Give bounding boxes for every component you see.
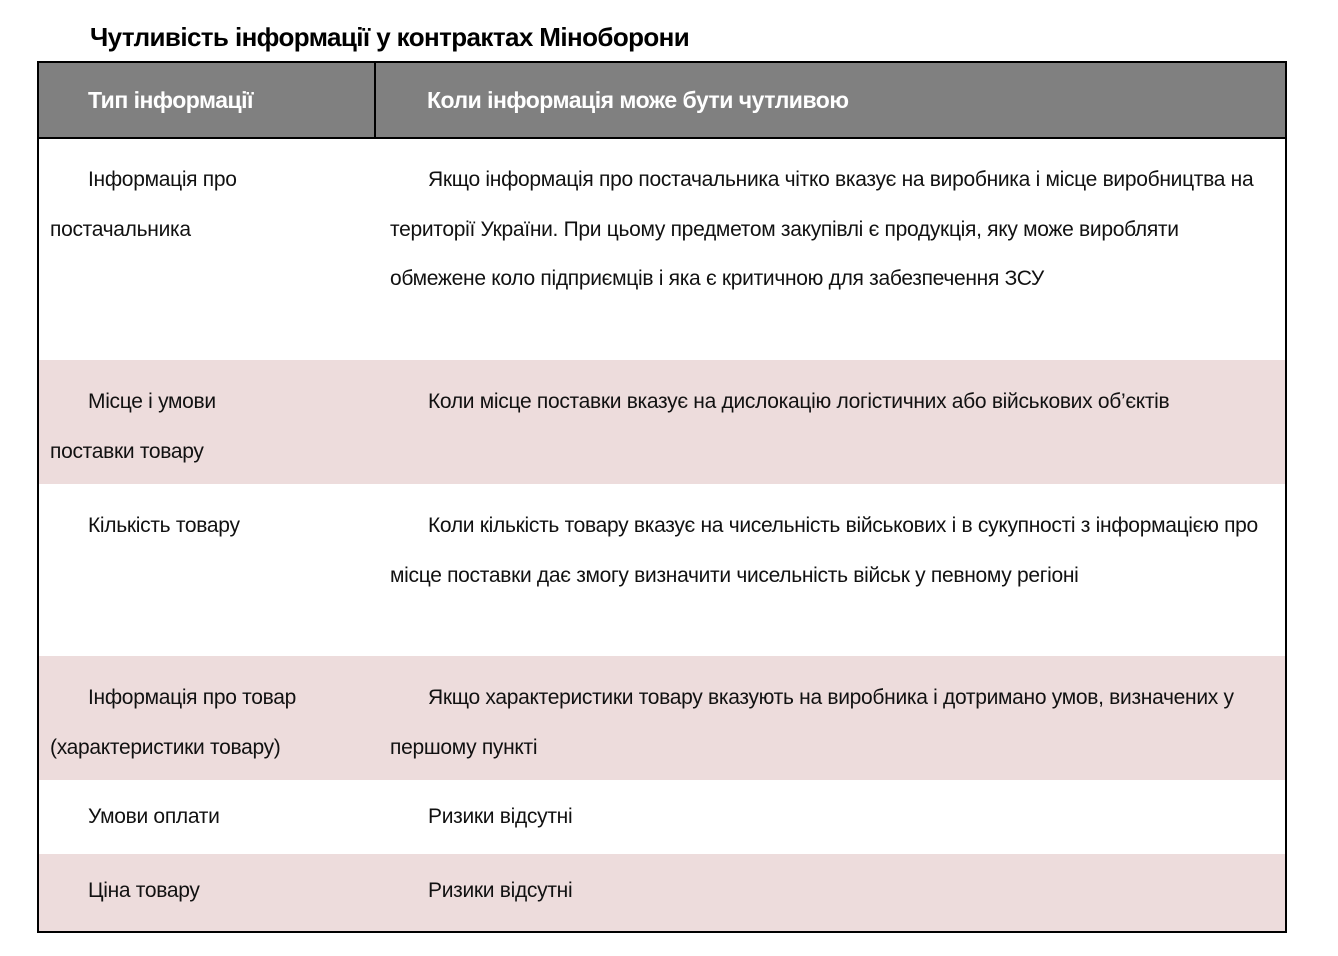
table-row <box>39 854 1285 931</box>
table-row <box>39 484 1285 656</box>
header-when: Коли інформація може бути чутливою <box>427 87 849 113</box>
table-row <box>39 780 1285 854</box>
cell-type: Ціна товару <box>88 879 200 902</box>
sensitivity-table <box>37 61 1287 933</box>
cell-type: Місце і умови поставки товару <box>50 390 216 463</box>
cell-type: Кількість товару <box>88 514 240 537</box>
table-header <box>39 63 1285 139</box>
table-row <box>39 656 1285 780</box>
header-type: Тип інформації <box>88 87 253 113</box>
cell-when: Якщо характеристики товару вказують на виробника і дотримано умов, визначених у першому пункті <box>390 686 1234 759</box>
cell-type: Інформація про постачальника <box>50 168 237 241</box>
cell-when: Ризики відсутні <box>428 879 573 902</box>
cell-type: Умови оплати <box>88 805 220 828</box>
cell-when: Ризики відсутні <box>428 805 573 828</box>
cell-when: Коли кількість товару вказує на чисельність військових і в сукупності з інформацією про місце поставки дає змогу визначити чисельність військ у певному регіоні <box>390 514 1258 587</box>
cell-when: Якщо інформація про постачальника чітко вказує на виробника і місце виробництва на території України. При цьому предметом закупівлі є продукція, яку може виробляти обмежене коло підприємців і яка є критичною для забезпечення ЗСУ <box>390 168 1254 290</box>
table-row <box>39 360 1285 484</box>
table-row <box>39 137 1285 360</box>
cell-type: Інформація про товар (характеристики товару) <box>50 686 296 759</box>
page-title: Чутливість інформації у контрактах Міноборони <box>90 22 690 52</box>
cell-when: Коли місце поставки вказує на дислокацію логістичних або військових об’єктів <box>428 390 1170 413</box>
